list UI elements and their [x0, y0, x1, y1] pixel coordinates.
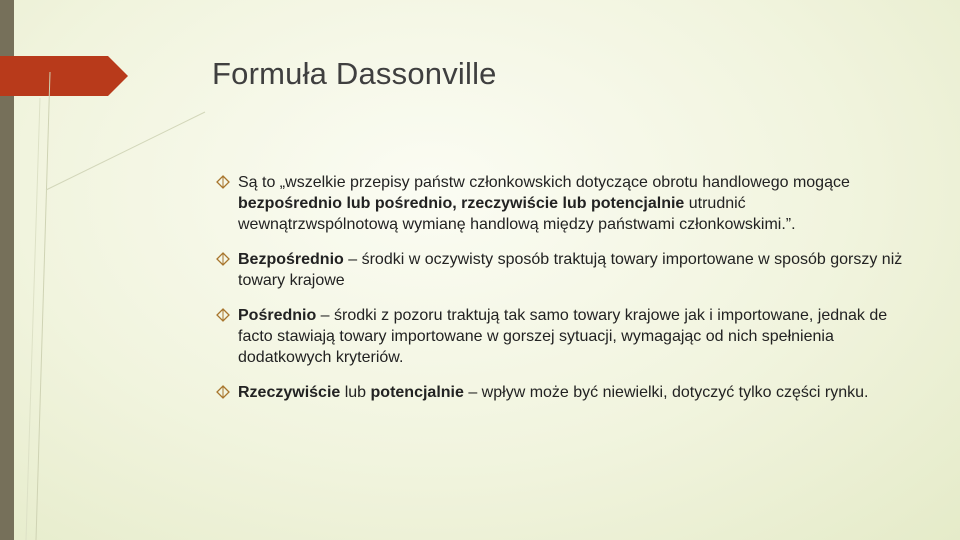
bullet-list	[216, 172, 906, 417]
bullet-item-2	[216, 249, 906, 291]
bullet-1-text: Są to „wszelkie przepisy państw członkowskich dotyczące obrotu handlowego mogące	[238, 174, 850, 191]
bullet-item-4	[216, 382, 906, 403]
bullet-4-text-end: – wpływ może być niewielki, dotyczyć tylko części rynku.	[463, 384, 869, 401]
diamond-outline-icon	[216, 252, 230, 266]
bullet-4-text: lub	[340, 384, 371, 401]
bullet-4-bold-2: potencjalnie	[370, 384, 464, 401]
bullet-1-bold: bezpośrednio lub pośrednio, rzeczywiście lub potencjalnie	[238, 195, 685, 212]
bullet-2-bold: Bezpośrednio	[238, 251, 344, 268]
bullet-item-3	[216, 305, 906, 368]
slide-title: Formuła Dassonville	[212, 56, 497, 91]
diamond-outline-icon	[216, 175, 230, 189]
bullet-1-text-end: utrudnić wewnątrzwspólnotową wymianę handlową między państwami członkowskimi.”.	[238, 195, 796, 233]
bullet-4-bold: Rzeczywiście	[238, 384, 341, 401]
bullet-item-1	[216, 172, 906, 235]
diamond-outline-icon	[216, 308, 230, 322]
bullet-3-text: – środki z pozoru traktują tak samo towary krajowe jak i importowane, jednak de facto stawiają towary importowane w gorszej sytuacji, wymagając od nich spełnienia dodatkowych kryteriów.	[238, 307, 888, 366]
diamond-outline-icon	[216, 385, 230, 399]
title-accent-tab	[0, 56, 128, 96]
bullet-3-bold: Pośrednio	[238, 307, 317, 324]
bullet-2-text: – środki w oczywisty sposób traktują towary importowane w sposób gorszy niż towary krajowe	[238, 251, 903, 289]
